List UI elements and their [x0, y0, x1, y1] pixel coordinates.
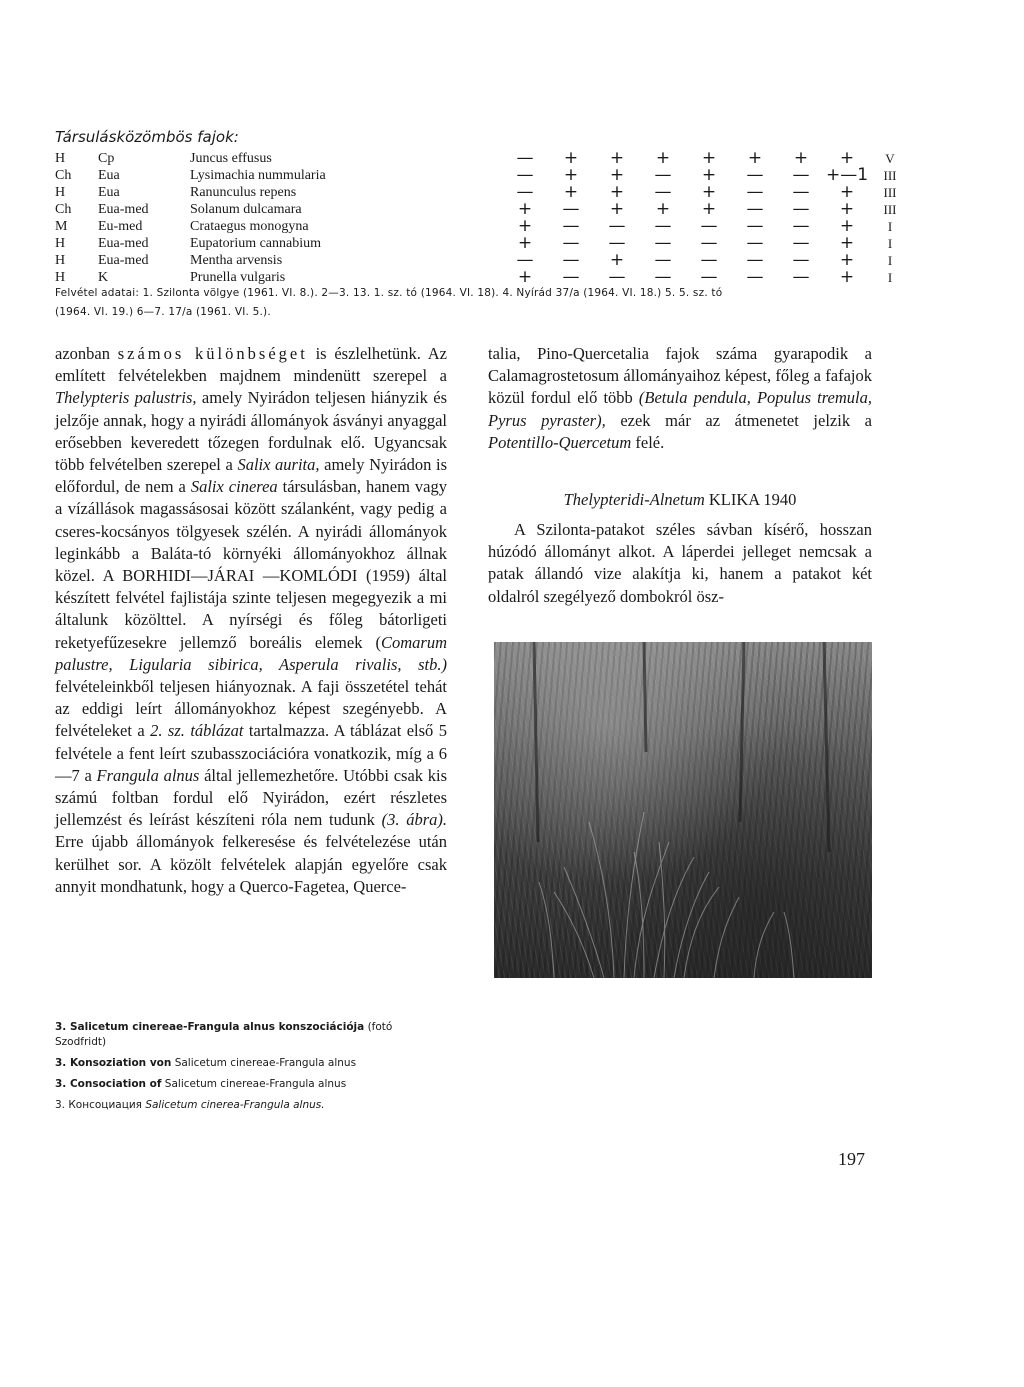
presence-mark-cell: — [700, 250, 718, 270]
presence-mark-cell: — [654, 216, 672, 236]
presence-mark-cell: — [516, 148, 534, 168]
species-row [55, 150, 910, 167]
presence-mark-cell: — [516, 182, 534, 202]
presence-mark-cell: — [654, 250, 672, 270]
presence-mark-cell: — [792, 267, 810, 287]
presence-mark-cell: — [654, 182, 672, 202]
presence-mark-cell: — [654, 267, 672, 287]
species-name-cell: Eupatorium cannabium [190, 236, 322, 251]
life-form-cell: H [55, 151, 66, 166]
vegetation-photo [494, 642, 872, 978]
constancy-class-cell: I [887, 219, 893, 234]
presence-mark-cell: + [793, 148, 809, 168]
presence-mark-cell: + [701, 148, 717, 168]
presence-mark-cell: — [746, 216, 764, 236]
presence-mark-cell: — [608, 267, 626, 287]
presence-mark-cell: + [839, 182, 855, 202]
presence-mark-cell: — [700, 233, 718, 253]
presence-mark-cell: — [654, 233, 672, 253]
presence-mark-cell: — [562, 267, 580, 287]
presence-mark-cell: + [839, 233, 855, 253]
presence-mark-cell: + [563, 165, 579, 185]
geoelement-cell: Eua-med [98, 202, 149, 217]
species-name-cell: Ranunculus repens [190, 185, 297, 200]
constancy-class-cell: III [883, 168, 897, 183]
presence-mark-cell: +—1 [825, 165, 869, 185]
presence-mark-cell: — [746, 199, 764, 219]
presence-mark-cell: — [792, 182, 810, 202]
species-row [55, 184, 910, 201]
presence-mark-cell: — [746, 182, 764, 202]
section-heading: Társulásközömbös fajok: [55, 128, 239, 146]
geoelement-cell: Eua [98, 168, 120, 183]
record-data [55, 284, 860, 322]
left-column-text: azonban számos különbséget is észlelhetünk. Az említett felvételekben majdnem mindenütt szerepel a Thelypteris palustris, amely Nyirádon teljesen hiányzik és jelzője annak, hogy a nyirádi állományok ásványi anyaggal erősebben keveredett tőzegen fordulnak elő. Ugyancsak több felvételben szerepel a Salix aurita, amely Nyirádon is előfordul, de nem a Salix cinerea társulásban, hanem vagy a vízállások magassásosai között szálanként, vagy pedig a cseres-kocsányos tölgyesek szélén. A nyirádi állományok leginkább a Baláta-tó környéki állományokhoz állnak közel. A BORHIDI—JÁRAI —KOMLÓDI (1959) által készített felvétel fajlistája szinte teljesen megegyezik a mi általunk közölttel. A nyírségi és főleg bátorligeti reketyefűzesekre jellemző boreális elemek (Comarum palustre, Ligularia sibirica, Asperula rivalis, stb.) felvételeinkből teljesen hiányoznak. A faji összetétel tehát az eddigi leírt állományokhoz képest szegényebb. A felvételeket a 2. sz. táblázat tartalmazza. A táblázat első 5 felvétele a fent leírt szubasszociációra vonatkozik, míg a 6—7 a Frangula alnus által jellemezhetőre. Utóbbi csak kis számú foltban fordul elő Nyirádon, ezért részletes jellemzést és leírást készíteni róla nem tudunk (3. ábra). Erre újabb állományok felkeresése és felvételezése után kerülhet sor. A közölt felvételek alapján egyelőre csak annyit mondhatunk, hogy a Querco-Fagetea, Querce- [55, 344, 448, 896]
presence-mark-cell: + [839, 148, 855, 168]
presence-mark-cell: + [609, 182, 625, 202]
presence-mark-cell: — [746, 165, 764, 185]
presence-mark-cell: + [609, 250, 625, 270]
page-number: 197 [838, 1149, 865, 1169]
species-row [55, 252, 910, 269]
presence-mark-cell: — [562, 233, 580, 253]
figure-captions [55, 1020, 445, 1119]
presence-mark-cell: — [792, 165, 810, 185]
presence-mark-cell: + [609, 199, 625, 219]
caption-english: 3. Consociation of Salicetum cinereae-Frangula alnus [55, 1078, 347, 1090]
geoelement-cell: Eu-med [98, 219, 143, 234]
species-row [55, 235, 910, 252]
presence-mark-cell: — [746, 267, 764, 287]
species-name-cell: Prunella vulgaris [190, 270, 286, 285]
geoelement-cell: Cp [98, 151, 115, 166]
record-data-line: Felvétel adatai: 1. Szilonta völgye (1961. VI. 8.). 2—3. 13. 1. sz. tó (1964. VI. 18). 4. Nyírád 37/a (1964. VI. 18.) 5. 5. sz. tó [55, 287, 723, 299]
presence-mark-cell: — [792, 199, 810, 219]
presence-mark-cell: + [839, 199, 855, 219]
presence-mark-cell: + [839, 216, 855, 236]
presence-mark-cell: — [562, 199, 580, 219]
life-form-cell: H [55, 270, 66, 285]
presence-mark-cell: — [792, 250, 810, 270]
presence-mark-cell: — [746, 233, 764, 253]
presence-mark-cell: — [792, 233, 810, 253]
presence-mark-cell: — [516, 250, 534, 270]
geoelement-cell: Eua [98, 185, 120, 200]
species-row [55, 201, 910, 218]
presence-mark-cell: — [608, 216, 626, 236]
life-form-cell: H [55, 236, 66, 251]
constancy-class-cell: III [883, 185, 897, 200]
species-name-cell: Juncus effusus [190, 151, 272, 166]
constancy-class-cell: V [885, 151, 895, 166]
geoelement-cell: K [98, 270, 109, 285]
caption-german: 3. Konsoziation von Salicetum cinereae-Frangula alnus [55, 1057, 357, 1069]
right-column-text: talia, Pino-Quercetalia fajok száma gyarapodik a Calamagrostetosum állományaihoz képest, főleg a fafajok közül fordul elő több (Betula pendula, Populus tremula, Pyrus pyraster), ezek már az átmenetet jelzik a Potentillo-Quercetum felé. [488, 344, 872, 452]
presence-mark-cell: + [655, 148, 671, 168]
presence-mark-cell: + [563, 182, 579, 202]
presence-mark-cell: + [609, 148, 625, 168]
presence-mark-cell: + [701, 165, 717, 185]
geoelement-cell: Eua-med [98, 253, 149, 268]
species-name-cell: Solanum dulcamara [190, 202, 302, 217]
right-column-paragraph: A Szilonta-patakot széles sávban kísérő, hosszan húzódó állományt alkot. A láperdei jelleget nemcsak a patak állandó vize alakítja ki, hanem a patakot két oldalról szegélyező dombokról ösz- [488, 520, 872, 606]
presence-mark-cell: + [747, 148, 763, 168]
presence-mark-cell: + [839, 267, 855, 287]
section-subtitle: Thelypteridi-Alnetum KLIKA 1940 [563, 490, 797, 509]
life-form-cell: H [55, 253, 66, 268]
life-form-cell: H [55, 185, 66, 200]
caption-hungarian: 3. Salicetum cinereae-Frangula alnus konszociációja (fotó Szodfridt) [55, 1021, 393, 1048]
presence-mark-cell: + [517, 216, 533, 236]
presence-mark-cell: — [792, 216, 810, 236]
presence-mark-cell: — [700, 216, 718, 236]
presence-mark-cell: + [517, 233, 533, 253]
presence-mark-cell: + [701, 199, 717, 219]
species-row [55, 218, 910, 235]
life-form-cell: Ch [55, 202, 72, 217]
presence-mark-cell: + [563, 148, 579, 168]
constancy-class-cell: I [887, 253, 893, 268]
species-table [55, 150, 910, 286]
life-form-cell: Ch [55, 168, 72, 183]
constancy-class-cell: I [887, 236, 893, 251]
constancy-class-cell: I [887, 270, 893, 285]
presence-mark-cell: — [516, 165, 534, 185]
presence-mark-cell: — [654, 165, 672, 185]
species-name-cell: Crataegus monogyna [190, 219, 309, 234]
presence-mark-cell: — [608, 233, 626, 253]
caption-russian: 3. Консоциация Salicetum cinerea-Frangula alnus. [55, 1099, 325, 1111]
presence-mark-cell: — [562, 216, 580, 236]
species-name-cell: Lysimachia nummularia [190, 168, 326, 183]
presence-mark-cell: + [701, 182, 717, 202]
presence-mark-cell: + [655, 199, 671, 219]
constancy-class-cell: III [883, 202, 897, 217]
presence-mark-cell: + [517, 199, 533, 219]
species-row [55, 167, 910, 184]
presence-mark-cell: + [517, 267, 533, 287]
presence-mark-cell: + [839, 250, 855, 270]
record-data-line: (1964. VI. 19.) 6—7. 17/a (1961. VI. 5.). [55, 306, 271, 318]
presence-mark-cell: — [746, 250, 764, 270]
species-name-cell: Mentha arvensis [190, 253, 283, 268]
presence-mark-cell: + [609, 165, 625, 185]
life-form-cell: M [55, 219, 68, 234]
geoelement-cell: Eua-med [98, 236, 149, 251]
presence-mark-cell: — [700, 267, 718, 287]
presence-mark-cell: — [562, 250, 580, 270]
